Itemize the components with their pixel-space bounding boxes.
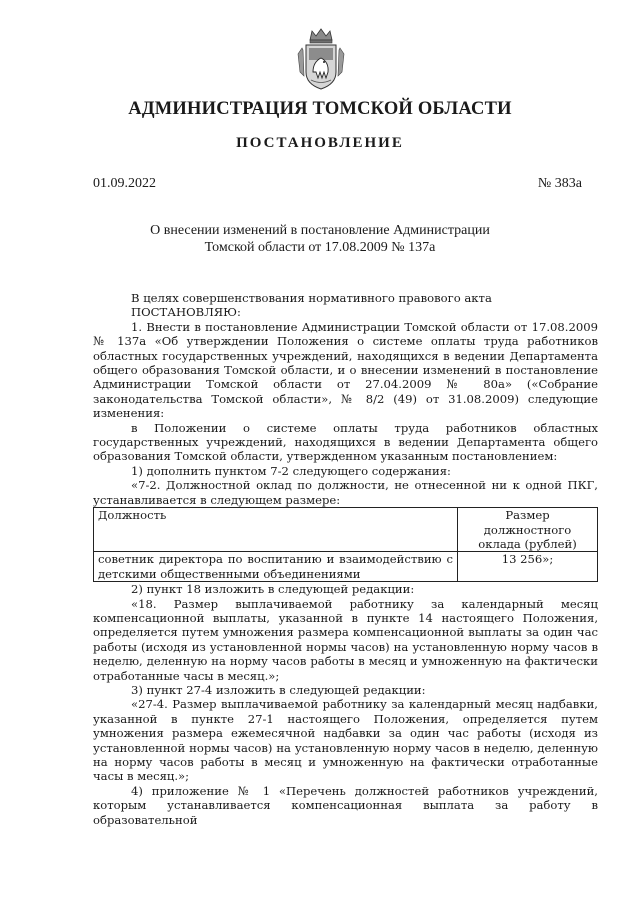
subject-line-1: О внесении изменений в постановление Администрации bbox=[150, 223, 490, 238]
paragraph-subitem-4: 4) приложение № 1 «Перечень должностей работников учреждений, которым устанавливается компенсационная выплата за работу в образовательной bbox=[93, 783, 598, 827]
paragraph-subitem-1: 1) дополнить пунктом 7-2 следующего содержания: bbox=[131, 463, 451, 478]
paragraph-regulation: в Положении о системе оплаты труда работников областных государственных учреждений, находящихся в ведении Департамента общего образования Томской области, утвержденном указанным постановлением: bbox=[93, 420, 598, 464]
table-header-row bbox=[94, 508, 598, 552]
document-type: ПОСТАНОВЛЕНИЕ bbox=[236, 135, 404, 151]
organization-title: АДМИНИСТРАЦИЯ ТОМСКОЙ ОБЛАСТИ bbox=[128, 99, 512, 119]
paragraph-clause-7-2: «7-2. Должностной оклад по должности, не отнесенной ни к одной ПКГ, устанавливается в следующем размере: bbox=[93, 478, 598, 507]
table-cell-salary: 13 256»; bbox=[458, 552, 598, 582]
table-row bbox=[94, 552, 598, 582]
document-number: № 383а bbox=[537, 176, 582, 191]
paragraph-item-1: 1. Внести в постановление Администрации Томской области от 17.08.2009 № 137а «Об утверждении Положения о системе оплаты труда работников областных государственных учреждений, находящихся в ведении Департамента общего образования Томской области, и о внесении изменений в постановление Администрации Томской области от 27.04.2009 № 80а» («Собрание законодательства Томской области», № 8/2 (49) от 31.08.2009) следующие изменения: bbox=[93, 319, 598, 421]
table-header-salary: Размер должностного оклада (рублей) bbox=[458, 508, 598, 552]
paragraph-subitem-3: 3) пункт 27-4 изложить в следующей редакции: bbox=[131, 682, 426, 697]
subject-line-2: Томской области от 17.08.2009 № 137а bbox=[204, 240, 436, 255]
paragraph-clause-18: «18. Размер выплачиваемой работнику за календарный месяц компенсационной выплаты, указанной в пункте 14 настоящего Положения, определяется путем умножения размера компенсационной выплаты за один час работы (исходя из установленной нормы часов) на установленную норму часов в неделю, деленную на норму часов работы в месяц и умноженную на фактически отработанные часы в месяц.»; bbox=[93, 596, 598, 683]
document-subject bbox=[0, 222, 640, 256]
table-header-position: Должность bbox=[94, 508, 458, 552]
paragraph-clause-27-4: «27-4. Размер выплачиваемой работнику за календарный месяц надбавки, указанной в пункте 27-1 настоящего Положения, определяется путем умножения размера ежемесячной надбавки за один час работы (исходя из установленной нормы часов) на установленную норму часов в неделю, деленную на норму часов работы в месяц и умноженную на фактически отработанные часы в месяц.»; bbox=[93, 697, 598, 784]
paragraph-purpose: В целях совершенствования нормативного правового акта bbox=[131, 291, 492, 305]
crown-icon bbox=[310, 29, 332, 43]
table-cell-position: советник директора по воспитанию и взаимодействию с детскими общественными объединениями bbox=[94, 552, 458, 582]
document-body bbox=[93, 291, 598, 827]
paragraph-subitem-2: 2) пункт 18 изложить в следующей редакции: bbox=[131, 582, 415, 597]
tomsk-coat-of-arms bbox=[297, 28, 345, 92]
paragraph-resolve: ПОСТАНОВЛЯЮ: bbox=[131, 305, 241, 320]
document-date: 01.09.2022 bbox=[93, 176, 156, 191]
salary-table bbox=[93, 507, 598, 582]
